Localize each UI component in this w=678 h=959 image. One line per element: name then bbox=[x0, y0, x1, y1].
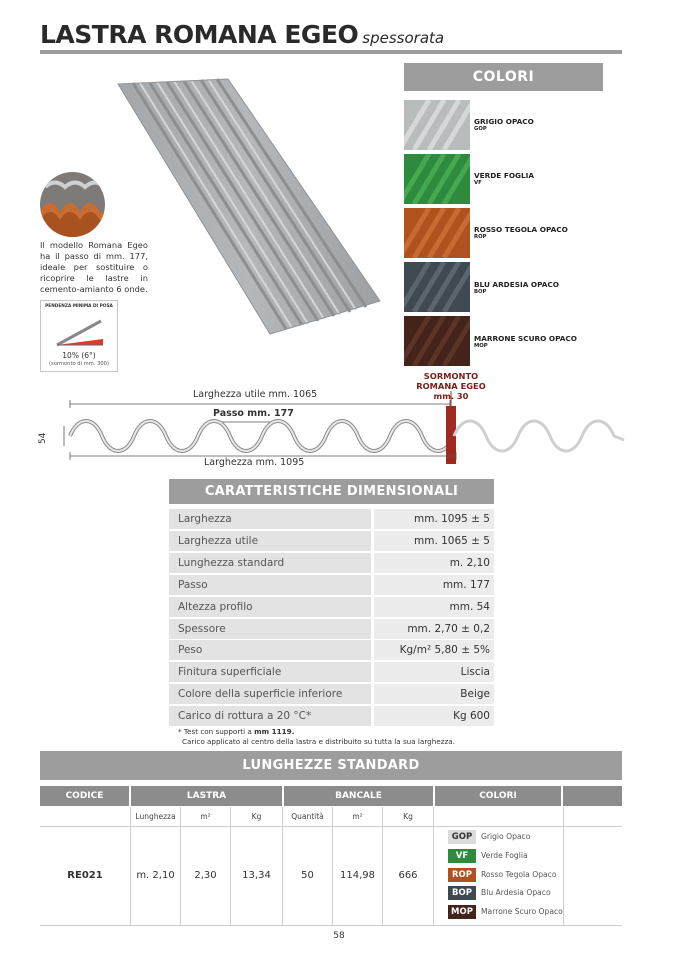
color-badge-label: Rosso Tegola Opaco bbox=[481, 869, 557, 879]
characteristic-value: Beige bbox=[374, 684, 494, 704]
swatch-texture bbox=[404, 262, 470, 312]
useful-width-label: Larghezza utile mm. 1065 bbox=[193, 389, 318, 400]
swatch-rosso-tegola bbox=[404, 208, 470, 258]
subheader-empty bbox=[40, 807, 131, 826]
characteristics-row bbox=[169, 553, 494, 573]
characteristics-row bbox=[169, 640, 494, 660]
page-number: 58 bbox=[333, 931, 345, 941]
subheader-m2: m² bbox=[333, 807, 383, 826]
swatch-marrone-scuro bbox=[404, 316, 470, 366]
min-slope-title: PENDENZA MINIMA DI POSA bbox=[45, 304, 113, 309]
color-badge-label: Grigio Opaco bbox=[481, 832, 531, 841]
characteristic-value: Kg/m² 5,80 ± 5% bbox=[374, 640, 494, 660]
sample-photo bbox=[40, 172, 105, 237]
height-label: 54 bbox=[38, 432, 48, 444]
standard-lengths-heading: LUNGHEZZE STANDARD bbox=[40, 751, 622, 780]
cell-pallet-kg: 666 bbox=[383, 827, 434, 925]
characteristic-label: Lunghezza standard bbox=[169, 553, 371, 573]
characteristic-label: Spessore bbox=[169, 619, 371, 639]
page-subtitle: spessorata bbox=[362, 29, 445, 47]
color-name: VERDE FOGLIA bbox=[474, 171, 535, 180]
cell-code: RE021 bbox=[40, 827, 131, 925]
characteristics-row bbox=[169, 575, 494, 595]
subheader-kg: Kg bbox=[383, 807, 434, 826]
subheader-lunghezza: Lunghezza bbox=[131, 807, 181, 826]
subheader-quantita: Quantità bbox=[283, 807, 333, 826]
characteristic-value: Liscia bbox=[374, 662, 494, 682]
color-name: GRIGIO OPACO bbox=[474, 117, 534, 126]
characteristics-row bbox=[169, 597, 494, 617]
sheet-product-image bbox=[110, 76, 385, 336]
characteristic-label: Passo bbox=[169, 575, 371, 595]
cell-sheet-m2: 2,30 bbox=[181, 827, 231, 925]
characteristic-value: mm. 54 bbox=[374, 597, 494, 617]
characteristics-row bbox=[169, 619, 494, 639]
characteristic-label: Altezza profilo bbox=[169, 597, 371, 617]
col-group-bancale: BANCALE bbox=[284, 786, 433, 806]
color-name: ROSSO TEGOLA OPACO bbox=[474, 225, 568, 234]
swatch-texture bbox=[404, 100, 470, 150]
characteristic-value: m. 2,10 bbox=[374, 553, 494, 573]
characteristic-value: mm. 1095 ± 5 bbox=[374, 509, 494, 529]
color-code: ROP bbox=[474, 234, 487, 240]
profile-diagram bbox=[38, 386, 628, 468]
characteristic-value: mm. 1065 ± 5 bbox=[374, 531, 494, 551]
overlap-label: SORMONTO ROMANA EGEO mm. 30 bbox=[416, 371, 486, 401]
swatch-texture bbox=[404, 154, 470, 204]
characteristic-value: Kg 600 bbox=[374, 706, 494, 726]
characteristic-label: Finitura superficiale bbox=[169, 662, 371, 682]
characteristics-row bbox=[169, 706, 494, 726]
characteristic-label: Larghezza bbox=[169, 509, 371, 529]
swatch-grigio-opaco bbox=[404, 100, 470, 150]
color-badge: ROP bbox=[448, 868, 476, 882]
characteristic-label: Larghezza utile bbox=[169, 531, 371, 551]
characteristics-row bbox=[169, 509, 494, 529]
color-code: MOP bbox=[474, 343, 488, 349]
test-note: * Test con supporti a mm 1119. bbox=[178, 727, 295, 736]
color-badge-label: Blu Ardesia Opaco bbox=[481, 888, 551, 898]
characteristic-label: Peso bbox=[169, 640, 371, 660]
subheader-m2: m² bbox=[181, 807, 231, 826]
min-slope-note: (sormonto di mm. 300) bbox=[48, 361, 110, 367]
swatch-texture bbox=[404, 316, 470, 366]
col-group-codice: CODICE bbox=[40, 786, 129, 806]
characteristics-heading: CARATTERISTICHE DIMENSIONALI bbox=[169, 479, 494, 504]
characteristic-label: Colore della superficie inferiore bbox=[169, 684, 371, 704]
characteristic-value: mm. 177 bbox=[374, 575, 494, 595]
slope-diagram-icon bbox=[55, 315, 105, 349]
col-group-empty bbox=[563, 786, 622, 806]
swatch-texture bbox=[404, 208, 470, 258]
color-badge-label: Verde Foglia bbox=[481, 850, 528, 860]
load-note: Carico applicato al centro della lastra e distribuito su tutta la sua larghezza. bbox=[182, 737, 455, 746]
characteristics-row bbox=[169, 662, 494, 682]
min-slope-value: 10% (6°) bbox=[62, 351, 96, 360]
color-badge-label: Marrone Scuro Opaco bbox=[481, 907, 563, 917]
color-badge: MOP bbox=[448, 905, 476, 919]
cell-sheet-kg: 13,34 bbox=[231, 827, 283, 925]
pitch-label: Passo mm. 177 bbox=[213, 408, 294, 419]
color-badge: BOP bbox=[448, 886, 476, 900]
min-slope-box bbox=[40, 300, 118, 372]
cell-qty: 50 bbox=[283, 827, 333, 925]
colors-heading: COLORI bbox=[404, 63, 603, 91]
characteristic-label: Carico di rottura a 20 °C* bbox=[169, 706, 371, 726]
color-name: BLU ARDESIA OPACO bbox=[474, 280, 559, 289]
table-rule bbox=[40, 925, 622, 926]
color-name: MARRONE SCURO OPACO bbox=[474, 334, 577, 343]
cell-pallet-m2: 114,98 bbox=[333, 827, 383, 925]
characteristics-row bbox=[169, 531, 494, 551]
color-code: BOP bbox=[474, 289, 487, 295]
title-rule bbox=[40, 50, 622, 54]
characteristic-value: mm. 2,70 ± 0,2 bbox=[374, 619, 494, 639]
color-code: GOP bbox=[474, 126, 487, 132]
col-group-colori: COLORI bbox=[435, 786, 561, 806]
swatch-verde-foglia bbox=[404, 154, 470, 204]
col-group-lastra: LASTRA bbox=[131, 786, 282, 806]
intro-description: Il modello Romana Egeo ha il passo di mm. 177, ideale per sostituire o ricoprire le lastre in cemento-amianto 6 onde. bbox=[40, 240, 148, 294]
subheader-kg: Kg bbox=[231, 807, 283, 826]
color-code: VF bbox=[474, 180, 482, 186]
cell-length: m. 2,10 bbox=[131, 827, 181, 925]
characteristics-row bbox=[169, 684, 494, 704]
page-title: LASTRA ROMANA EGEO spessorata bbox=[40, 20, 445, 49]
width-label: Larghezza mm. 1095 bbox=[204, 457, 305, 468]
swatch-blu-ardesia bbox=[404, 262, 470, 312]
table-rule bbox=[563, 807, 564, 925]
color-badge: VF bbox=[448, 849, 476, 863]
color-badge: GOP bbox=[448, 830, 476, 844]
